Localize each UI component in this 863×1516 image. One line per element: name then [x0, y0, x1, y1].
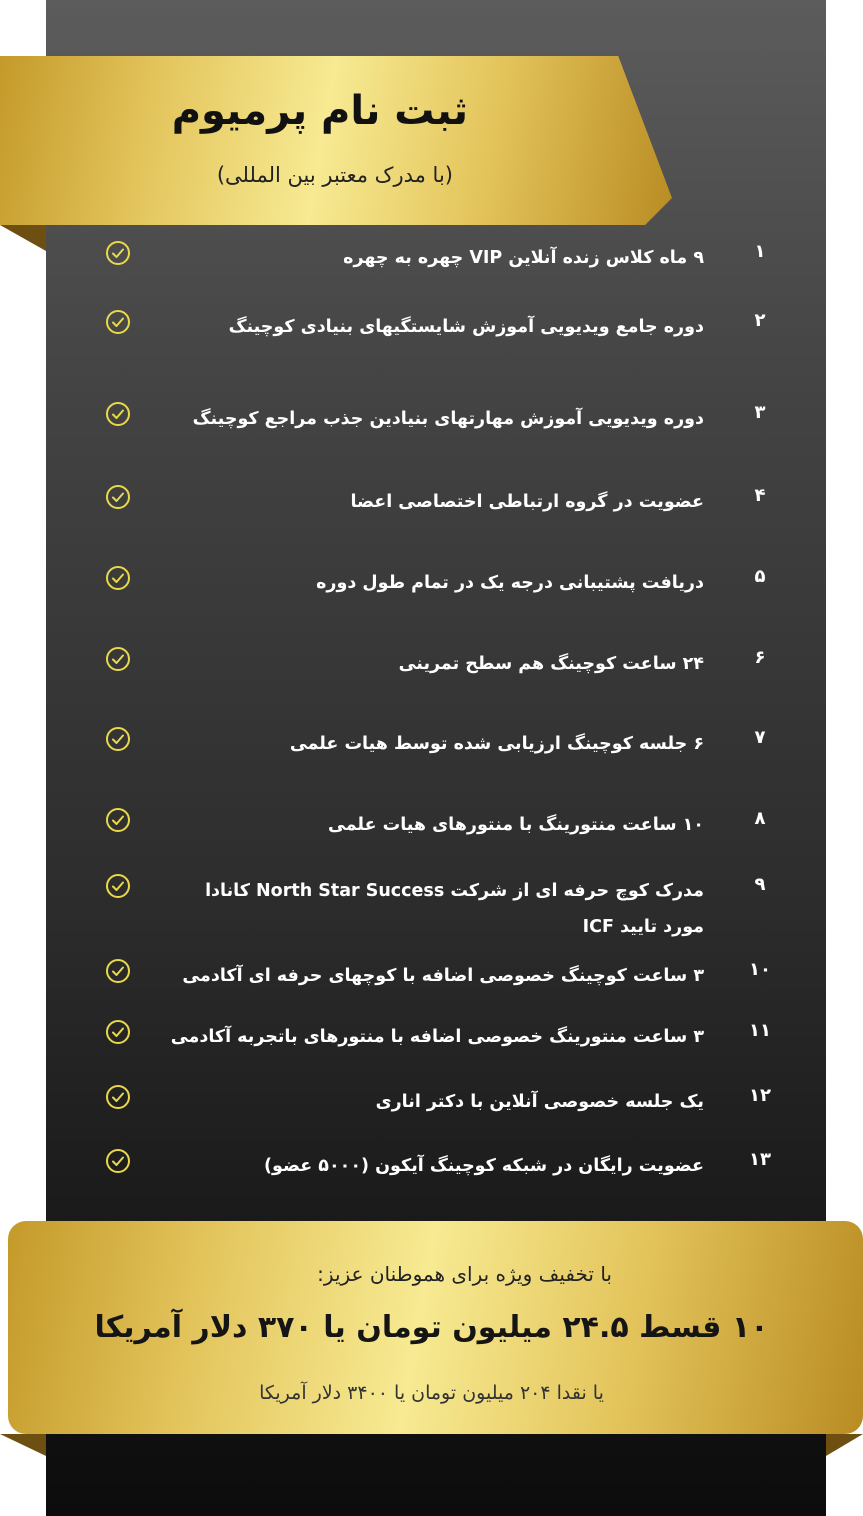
check-circle-icon [105, 726, 131, 752]
item-text: دریافت پشتیبانی درجه یک در تمام طول دوره [316, 573, 704, 593]
check-circle-icon [105, 401, 131, 427]
check-circle-icon [105, 873, 131, 899]
page-subtitle: (با مدرک معتبر بین المللی) [216, 163, 453, 187]
item-text: ۶ جلسه کوچینگ ارزیابی شده توسط هیات علمی [289, 734, 704, 754]
list-item [0, 241, 863, 268]
list-item [0, 1085, 863, 1112]
item-text: عضویت رایگان در شبکه کوچینگ آیکون (۵۰۰۰ عضو) [264, 1156, 704, 1176]
list-item [0, 874, 863, 937]
check-circle-icon [105, 309, 131, 335]
check-circle-icon [105, 807, 131, 833]
list-item [0, 310, 863, 337]
item-number: ۴ [754, 485, 766, 506]
price-intro: با تخفیف ویژه برای هموطنان عزیز: [317, 1262, 612, 1286]
item-number: ۲ [754, 310, 766, 331]
item-number: ۱ [754, 241, 766, 262]
item-text: ۳ ساعت کوچینگ خصوصی اضافه با کوچهای حرفه ای آکادمی [182, 966, 704, 986]
list-item [0, 485, 863, 512]
item-text: ۹ ماه کلاس زنده آنلاین VIP چهره به چهره [343, 248, 704, 268]
title-ribbon-fold [0, 225, 46, 251]
item-text [205, 873, 704, 945]
item-text-line: مدرک کوچ حرفه ای از شرکت North Star Success کانادا [205, 881, 704, 901]
list-item [0, 647, 863, 674]
list-item [0, 727, 863, 754]
item-text-line: مورد تایید ICF [582, 917, 704, 937]
page-title: ثبت نام پرمیوم [171, 88, 468, 134]
installment-price: ۱۰ قسط ۲۴.۵ میلیون تومان یا ۳۷۰ دلار آمریکا [94, 1310, 769, 1345]
item-number: ۵ [754, 566, 766, 587]
item-number: ۸ [754, 808, 766, 829]
check-circle-icon [105, 240, 131, 266]
list-item [0, 959, 863, 986]
list-item [0, 808, 863, 835]
list-item [0, 402, 863, 429]
check-circle-icon [105, 484, 131, 510]
item-number: ۱۱ [749, 1020, 771, 1041]
item-number: ۷ [754, 727, 766, 748]
item-number: ۱۳ [749, 1149, 771, 1170]
check-circle-icon [105, 1019, 131, 1045]
list-item [0, 1020, 863, 1047]
item-text: دوره ویدیویی آموزش مهارتهای بنیادین جذب مراجع کوچینگ [192, 409, 704, 429]
price-ribbon-fold-right [826, 1434, 863, 1456]
item-text: عضویت در گروه ارتباطی اختصاصی اعضا [350, 492, 704, 512]
item-text: ۲۴ ساعت کوچینگ هم سطح تمرینی [398, 654, 704, 674]
title-banner [0, 56, 672, 225]
item-text: ۱۰ ساعت منتورینگ با منتورهای هیات علمی [327, 815, 704, 835]
item-number: ۶ [754, 647, 766, 668]
item-number: ۹ [754, 874, 766, 895]
list-item [0, 1149, 863, 1176]
item-number: ۳ [754, 402, 766, 423]
check-circle-icon [105, 565, 131, 591]
item-text: یک جلسه خصوصی آنلاین با دکتر اناری [375, 1092, 704, 1112]
check-circle-icon [105, 1148, 131, 1174]
list-item [0, 566, 863, 593]
check-circle-icon [105, 958, 131, 984]
item-number: ۱۰ [749, 959, 771, 980]
item-text: دوره جامع ویدیویی آموزش شایستگیهای بنیادی کوچینگ [228, 317, 704, 337]
check-circle-icon [105, 646, 131, 672]
price-ribbon-fold-left [0, 1434, 46, 1456]
item-text: ۳ ساعت منتورینگ خصوصی اضافه با منتورهای باتجربه آکادمی [170, 1027, 704, 1047]
cash-price: یا نقدا ۲۰۴ میلیون تومان یا ۳۴۰۰ دلار آمریکا [259, 1382, 604, 1404]
item-number: ۱۲ [749, 1085, 771, 1106]
check-circle-icon [105, 1084, 131, 1110]
